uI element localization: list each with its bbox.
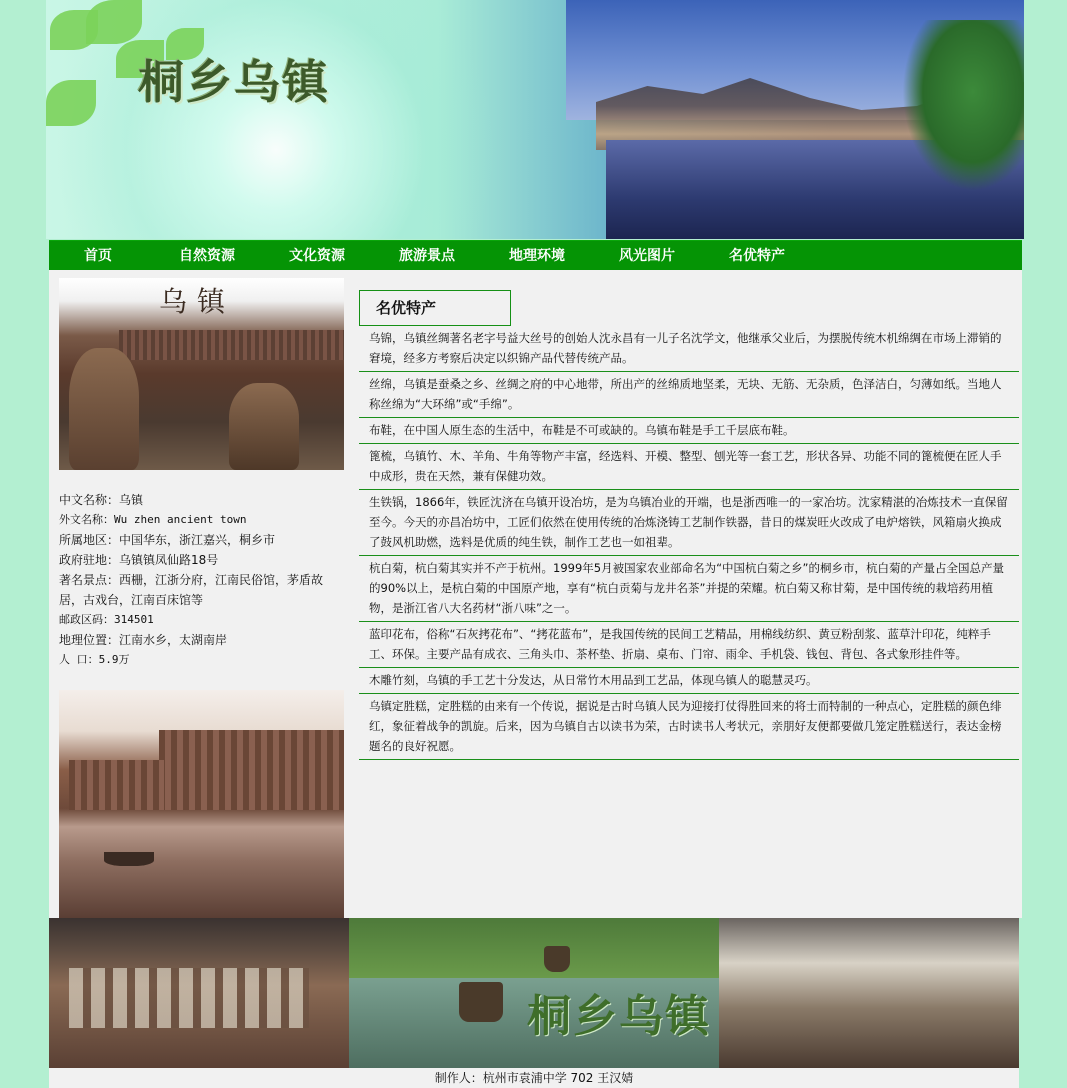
- canal-photo: [59, 690, 344, 918]
- footer-houses-left: [49, 918, 349, 1068]
- nav-item-natural-resources[interactable]: 自然资源: [179, 248, 235, 264]
- info-line: 著名景点：西栅，江浙分府，江南民俗馆，茅盾故: [59, 573, 324, 587]
- info-line: 地理位置：江南水乡，太湖南岸: [59, 633, 228, 647]
- specialty-item: 木雕竹刻，乌镇的手工艺十分发达，从日常竹木用品到工艺品，体现乌镇人的聪慧灵巧。: [359, 668, 1019, 694]
- footer-banner: [49, 918, 1019, 1068]
- photo-sign-text: 乌镇: [159, 285, 236, 318]
- wuzhen-statue-photo: [59, 278, 344, 470]
- info-line: 所属地区：中国华东，浙江嘉兴，桐乡市: [59, 533, 276, 547]
- specialty-item: 篦梳，乌镇竹、木、羊角、牛角等物产丰富，经选料、开模、整型、刨光等一套工艺，形状各异、功能不同的篦梳便在匠人手中成形，贵在天然，兼有保健功效。: [359, 444, 1019, 490]
- specialty-item: 布鞋，在中国人原生态的生活中，布鞋是不可或缺的。乌镇布鞋是手工千层底布鞋。: [359, 418, 1019, 444]
- photo-house: [159, 730, 344, 810]
- nav-item-tourist-spots[interactable]: 旅游景点: [399, 248, 455, 264]
- photo-boat: [104, 852, 154, 866]
- nav-item-geography[interactable]: 地理环境: [509, 248, 565, 264]
- photo-statue: [69, 348, 139, 470]
- footer-trees: [349, 918, 719, 978]
- nav-item-home[interactable]: 首页: [84, 248, 112, 264]
- info-line: 中文名称：乌镇: [59, 493, 144, 507]
- header-banner: [46, 0, 1024, 239]
- footer-boat: [544, 946, 570, 972]
- banner-title: 桐乡乌镇: [138, 55, 330, 109]
- info-line: 居，古戏台，江南百床馆等: [59, 593, 204, 607]
- town-info: [59, 490, 344, 670]
- main-nav: [49, 240, 1022, 271]
- nav-item-scenery-photos[interactable]: 风光图片: [619, 248, 675, 264]
- specialty-item: 杭白菊，杭白菊其实并不产于杭州。1999年5月被国家农业部命名为“中国杭白菊之乡”的桐乡市，杭白菊的产量占全国总产量的90%以上，是杭白菊的中国原产地，享有“杭白贡菊与龙井名茶”并提的荣耀。杭白菊又称甘菊，是中国传统的栽培药用植物，是浙江省八大名药材“浙八味”之一。: [359, 556, 1019, 622]
- footer-houses-right: [719, 918, 1019, 1068]
- info-line: 人 口：5.9万: [59, 653, 130, 666]
- specialty-item: 乌镇定胜糕，定胜糕的由来有一个传说，据说是古时乌镇人民为迎接打仗得胜回来的将士而特制的一种点心，定胜糕的颜色绯红，象征着战争的凯旋。后来，因为乌镇自古以读书为荣，古时读书人考状元，亲朋好友便都要做几笼定胜糕送行，表达金榜题名的良好祝愿。: [359, 694, 1019, 760]
- footer-title: 桐乡乌镇: [527, 991, 711, 1042]
- specialty-item: 蓝印花布，俗称“石灰拷花布”、“拷花蓝布”，是我国传统的民间工艺精品，用棉线纺织、黄豆粉刮浆、蓝草汁印花，纯粹手工、环保。主要产品有成衣、三角头巾、茶杯垫、折扇、桌布、门帘、雨伞、手机袋、钱包、背包、各式象形挂件等。: [359, 622, 1019, 668]
- info-line: 政府驻地：乌镇镇凤仙路18号: [59, 553, 219, 567]
- info-line: 外文名称：Wu zhen ancient town: [59, 513, 247, 526]
- photo-statue: [229, 383, 299, 470]
- photo-house: [69, 760, 164, 810]
- banner-trees: [896, 20, 1024, 200]
- footer-boat: [459, 982, 503, 1022]
- leaf-decoration: [46, 80, 96, 126]
- photo-roof: [119, 330, 344, 360]
- section-title: 名优特产: [359, 290, 511, 326]
- specialty-item: 乌锦，乌镇丝绸著名老字号益大丝号的创始人沈永昌有一儿子名沈学文，他继承父业后，为摆脱传统木机绵绸在市场上滞销的窘境，经多方考察后决定以织锦产品代替传统产品。: [359, 326, 1019, 372]
- specialty-item: 生铁锅，1866年，铁匠沈济在乌镇开设冶坊，是为乌镇冶业的开端，也是浙西唯一的一家冶坊。沈家精湛的冶炼技术一直保留至今。今天的亦昌冶坊中，工匠们依然在使用传统的冶炼浇铸工艺制作铁器，昔日的煤炭旺火改成了电炉熔铁，风箱扇火换成了鼓风机助燃，选料是优质的纯生铁，制作工艺也一如祖辈。: [359, 490, 1019, 556]
- credit-line: 制作人：杭州市袁浦中学 702 王汉婧: [49, 1068, 1019, 1088]
- info-line: 邮政区码：314501: [59, 613, 154, 626]
- specialty-list: [359, 326, 1019, 760]
- nav-item-cultural-resources[interactable]: 文化资源: [289, 248, 345, 264]
- main-content: [49, 270, 1022, 918]
- specialty-item: 丝绵，乌镇是蚕桑之乡、丝绸之府的中心地带，所出产的丝绵质地坚柔，无块、无筋、无杂质，色泽洁白，匀薄如纸。当地人称丝绵为“大环绵”或“手绵”。: [359, 372, 1019, 418]
- leaf-decoration: [86, 0, 142, 44]
- nav-item-specialties[interactable]: 名优特产: [729, 248, 785, 264]
